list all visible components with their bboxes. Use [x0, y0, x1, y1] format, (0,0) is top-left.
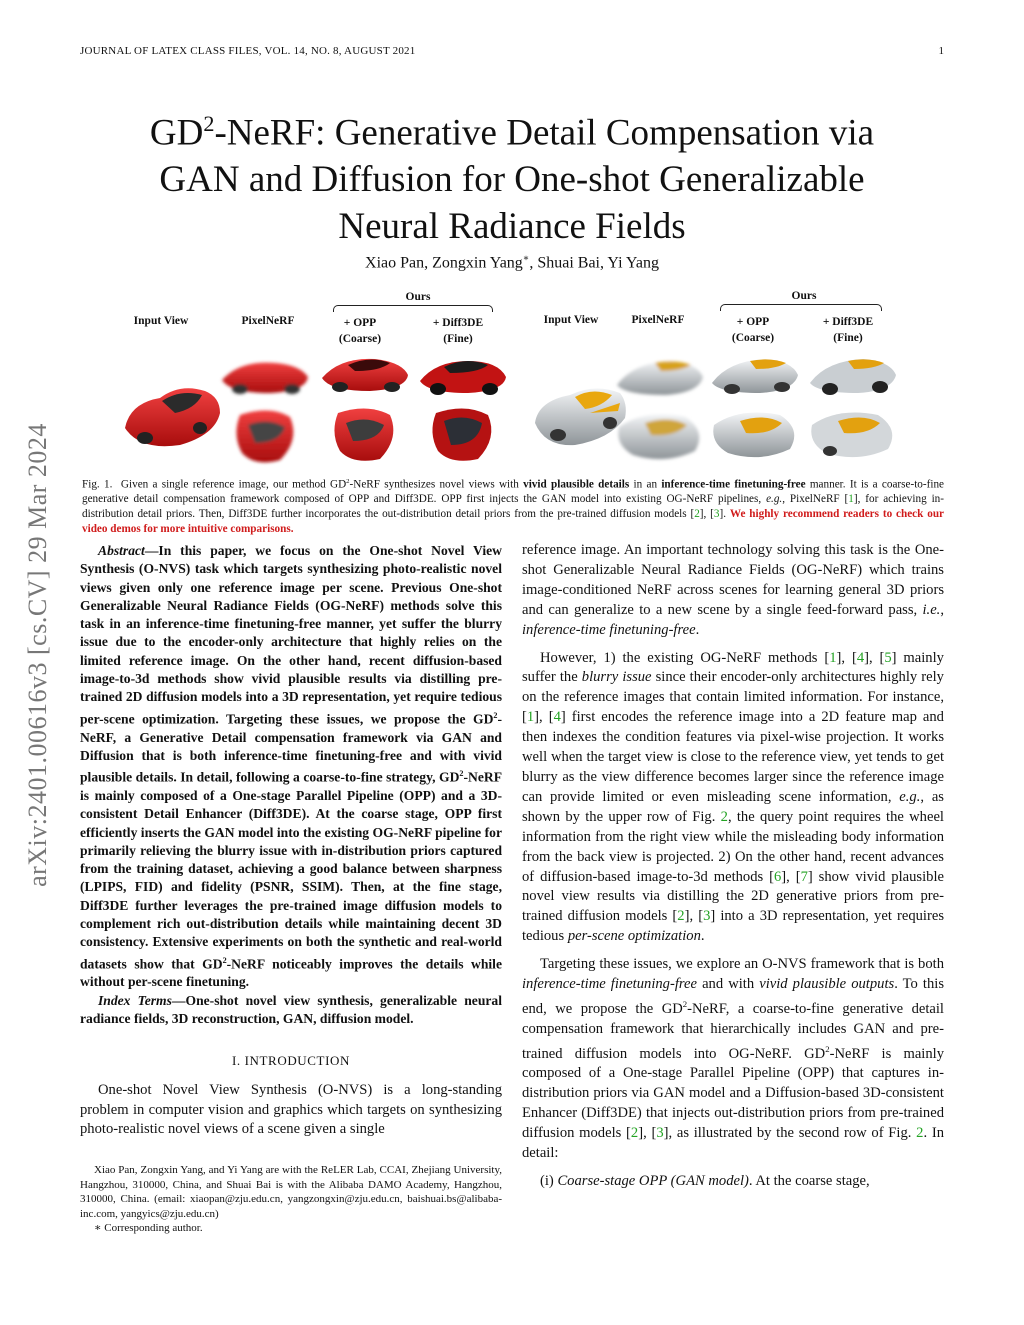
- pixelnerf-car-silver-1: [617, 361, 703, 395]
- intro-paragraph: One-shot Novel View Synthesis (O-NVS) is a long-standing problem in computer vision and graphics which targets on synthesizing photo-realistic novel views of a scene given a single: [80, 1081, 502, 1138]
- diff3de-car-red-2: [432, 408, 491, 460]
- col-opp-left: + OPP (Coarse): [338, 317, 382, 345]
- pixelnerf-car-silver-2: [618, 415, 699, 460]
- left-column: [80, 542, 502, 1140]
- col-diff3de-left: + Diff3DE (Fine): [432, 317, 484, 345]
- opp-car-silver-2: [713, 413, 794, 458]
- diff3de-car-red-1: [420, 361, 506, 395]
- car-renders: [110, 345, 950, 470]
- author-list: Xiao Pan, Zongxin Yang∗, Shuai Bai, Yi Yang: [365, 253, 659, 272]
- col-pixelnerf-left: PixelNeRF: [241, 315, 295, 327]
- opp-car-red-1: [322, 359, 408, 392]
- ours-brace-left: [333, 305, 493, 312]
- col-input-view-left: Input View: [133, 315, 189, 327]
- arxiv-stamp: arXiv:2401.00616v3 [cs.CV] 29 Mar 2024: [23, 423, 52, 887]
- figure-1-caption: Fig. 1. Given a single reference image, our method $GD^2$-NeRF synthesizes novel views with vivid plausible details in an inference-time finetuning-free manner. It is a coarse-to-fine generative detail compensation framework composed of OPP and Diff3DE. OPP first injects the GAN model into existing OG-NeRF pipelines, e.g., PixelNeRF [1], for achieving in-distribution detail priors. Then, Diff3DE further incorporates the out-distribution detail priors from the pre-trained diffusion models [2], [3]. We highly recommend readers to check our video demos for more intuitive comparisons.: [82, 478, 945, 535]
- diff3de-car-silver-1: [810, 359, 896, 395]
- ours-brace-right: [720, 304, 882, 311]
- right-paragraph-3: Targeting these issues, we explore an O-NVS framework that is both inference-time finetuning-free and with vivid plausible outputs. To this end, we propose the $GD^2$-NeRF, a coarse-to-fine generative detail compensation framework that hierarchically includes GAN and pre-trained diffusion models into OG-NeRF. $GD^2$-NeRF is mainly composed of a One-stage Parallel Pipeline (OPP) that captures in-distribution priors via GAN model and a Diffusion-based 3D-consistent Enhancer (Diff3DE) that injects out-distribution priors from pre-trained diffusion models [2], [3], as illustrated by the second row of Fig. 2. In detail:: [522, 956, 944, 1161]
- ours-label-right: Ours: [791, 290, 817, 302]
- col-opp-right: + OPP (Coarse): [731, 316, 775, 344]
- section-heading-introduction: I. INTRODUCTION: [231, 1053, 351, 1069]
- opp-car-silver-1: [712, 359, 798, 394]
- input-car-silver: [535, 388, 626, 445]
- col-pixelnerf-right: PixelNeRF: [631, 314, 685, 326]
- right-paragraph-4: (i) Coarse-stage OPP (GAN model). At the coarse stage,: [540, 1172, 870, 1189]
- input-car-red: [125, 388, 220, 446]
- col-input-view-right: Input View: [543, 314, 599, 326]
- diff3de-car-silver-2: [811, 413, 892, 458]
- col-diff3de-right: + Diff3DE (Fine): [822, 316, 874, 344]
- right-column: [522, 541, 944, 1200]
- index-terms: Index Terms—One-shot novel view synthesis, generalizable neural radiance fields, 3D reconstruction, GAN, diffusion model.: [80, 992, 503, 1027]
- opp-car-red-2: [334, 408, 393, 460]
- ours-label-left: Ours: [405, 291, 431, 303]
- pixelnerf-car-red-2: [236, 410, 293, 462]
- pixelnerf-car-red-1: [222, 363, 308, 394]
- author-footnote: Xiao Pan, Zongxin Yang, and Yi Yang are with the ReLER Lab, CCAI, Zhejiang University, Hangzhou, 310000, China, and Shuai Bai is with the Alibaba DAMO Academy, Hangzhou, 310000, China. (email: xiaopan@zju.edu.cn, yangzongxin@zju.edu.cn, baishuai.bs@alibaba-inc.com, yangyics@zju.edu.cn) ∗ Corresponding author.: [80, 1164, 502, 1235]
- page-number: 1: [938, 45, 944, 57]
- right-paragraph-2: However, 1) the existing OG-NeRF methods [1], [4], [5] mainly suffer the blurry issue since their encoder-only architectures highly rely on the reference images that contain limited information. For instance, [1], [4] first encodes the reference image into a 2D feature map and then indexes the condition features via pixel-wise projection. It works well when the target view is close to the reference view, yet tends to get blurry as the view difference becomes larger since the reference image can provide limited or even misleading scene information, e.g., as shown by the upper row of Fig. 2, the query point requires the wheel information from the right view while the misleading body information from the back view is projected. 2) On the other hand, recent advances of diffusion-based image-to-3d methods [6], [7] show vivid plausible novel view results via distilling the 2D generative priors from pre-trained diffusion models [2], [3] into a 3D representation, yet requires tedious per-scene optimization.: [522, 649, 944, 945]
- abstract: Abstract—In this paper, we focus on the One-shot Novel View Synthesis (O-NVS) task which targets synthesizing photo-realistic novel views given only one reference image per scene. Previous One-shot Generalizable Neural Radiance Fields (OG-NeRF) methods solve this task in an inference-time finetuning-free manner, yet suffer the blurry issue due to the encoder-only architecture that highly relies on the limited reference image. On the other hand, recent diffusion-based image-to-3d methods show vivid plausible results via distilling pre-trained 2D diffusion models into a 3D representation, yet require tedious per-scene optimization. Targeting these issues, we propose the $GD^2$-NeRF, a Generative Detail compensation framework via GAN and Diffusion that is both inference-time finetuning-free and with vivid plausible details. In detail, following a coarse-to-fine strategy, $GD^2$-NeRF is mainly composed of a One-stage Parallel Pipeline (OPP) and a 3D-consistent Detail Enhancer (Diff3DE). At the coarse stage, OPP first efficiently inserts the GAN model into the existing OG-NeRF pipeline for primarily relieving the blurry issue with in-distribution priors captured from the training dataset, achieving a good balance between sharpness (LPIPS, FID) and fidelity (PSNR, SSIM). Then, at the fine stage, Diff3DE further leverages the pre-trained image diffusion models to complement rich out-distribution details while maintaining decent 3D consistency. Extensive experiments on both the synthetic and real-world datasets show that $GD^2$-NeRF noticeably improves the details while without per-scene finetuning.: [80, 543, 502, 990]
- right-paragraph-1: reference image. An important technology solving this task is the One-shot Generalizable Neural Radiance Fields (OG-NeRF) which trains image-conditioned NeRF across scenes for learning general 3D priors and can generalize to a new scene by a single feed-forward pass, i.e., inference-time finetuning-free.: [522, 542, 944, 638]
- paper-title: $GD^2$-NeRF: Generative Detail Compensation via GAN and Diffusion for One-shot Generalizable Neural Radiance Fields: [149, 111, 875, 248]
- running-header: JOURNAL OF LATEX CLASS FILES, VOL. 14, NO. 8, AUGUST 2021: [80, 45, 416, 57]
